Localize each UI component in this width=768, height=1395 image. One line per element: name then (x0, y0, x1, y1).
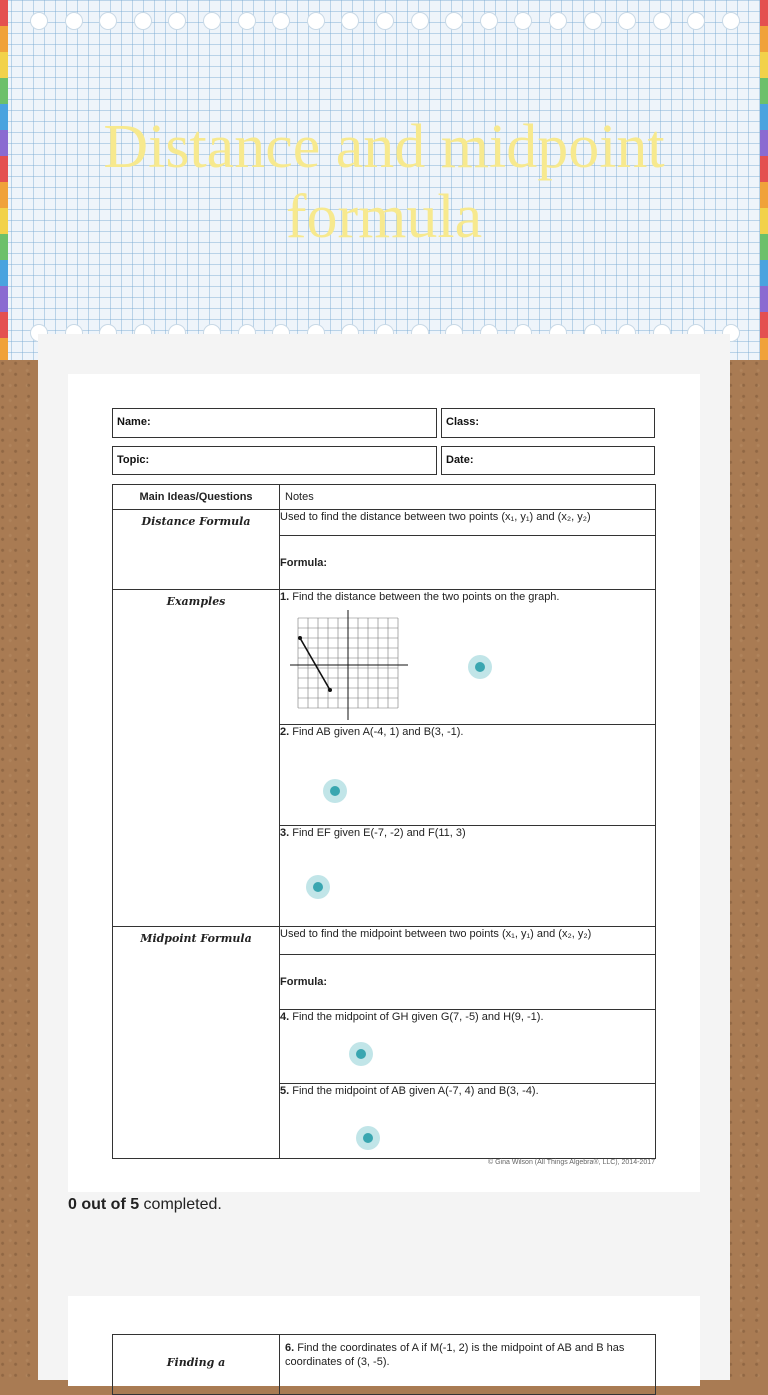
question-6 (280, 1335, 656, 1395)
date-field (441, 446, 655, 475)
notes-table-2 (112, 1334, 656, 1395)
notes-table (112, 484, 656, 1159)
question-4 (280, 1009, 656, 1083)
midpoint-description: Used to find the midpoint between two points (x₁, y₁) and (x₂, y₂) (280, 926, 656, 954)
color-edge-left (0, 0, 8, 360)
name-field (112, 408, 437, 438)
page-header (0, 0, 768, 360)
hotspot-marker-q2[interactable] (323, 779, 347, 803)
distance-formula-label: Formula: (280, 536, 656, 590)
midpoint-formula-label: Formula: (280, 954, 656, 1009)
question-4-number: 4. (280, 1010, 290, 1023)
hotspot-marker-q4[interactable] (349, 1042, 373, 1066)
question-3-number: 3. (280, 827, 290, 840)
name-label: Name: (117, 416, 151, 428)
question-3 (280, 826, 656, 926)
class-label: Class: (446, 416, 480, 428)
section-distance-formula: Distance Formula (113, 510, 280, 590)
question-5-text: Find the midpoint of AB given A(-7, 4) and B(3, -4). (292, 1084, 539, 1097)
hotspot-marker-q3[interactable] (306, 875, 330, 899)
binder-holes-top (30, 12, 740, 30)
question-3-text: Find EF given E(-7, -2) and F(11, 3) (292, 827, 466, 840)
col-notes-header: Notes (280, 485, 656, 510)
class-field (441, 408, 655, 438)
completion-status (68, 1196, 222, 1214)
section-finding: Finding a (113, 1335, 280, 1395)
distance-description: Used to find the distance between two points (x₁, y₁) and (x₂, y₂) (280, 510, 656, 536)
section-midpoint-formula: Midpoint Formula (113, 926, 280, 1158)
question-6-number: 6. (285, 1342, 295, 1354)
question-4-text: Find the midpoint of GH given G(7, -5) and H(9, -1). (292, 1010, 544, 1023)
completion-count: 0 out of 5 (68, 1196, 140, 1213)
date-label: Date: (446, 454, 474, 466)
question-1-text: Find the distance between the two points on the graph. (292, 591, 560, 604)
question-2-text: Find AB given A(-4, 1) and B(3, -1). (292, 726, 464, 739)
page-title: Distance and midpoint formula (103, 113, 665, 251)
color-edge-right (760, 0, 768, 360)
question-5-number: 5. (280, 1084, 290, 1097)
question-6-text: Find the coordinates of A if M(-1, 2) is the midpoint of AB and B has coordinates of (3, -5). (285, 1342, 625, 1368)
completion-suffix: completed. (139, 1196, 222, 1213)
topic-field (112, 446, 437, 475)
col-main-header: Main Ideas/Questions (113, 485, 280, 510)
question-2 (280, 725, 656, 826)
question-5 (280, 1083, 656, 1158)
copyright-text: © Gina Wilson (All Things Algebra®, LLC), 2014-2017 (488, 1159, 655, 1166)
hotspot-marker-q1[interactable] (468, 655, 492, 679)
section-examples: Examples (113, 590, 280, 926)
hotspot-marker-q5[interactable] (356, 1126, 380, 1150)
question-1-number: 1. (280, 591, 290, 604)
topic-label: Topic: (117, 454, 150, 466)
coordinate-graph-image (288, 610, 412, 722)
question-2-number: 2. (280, 726, 290, 739)
